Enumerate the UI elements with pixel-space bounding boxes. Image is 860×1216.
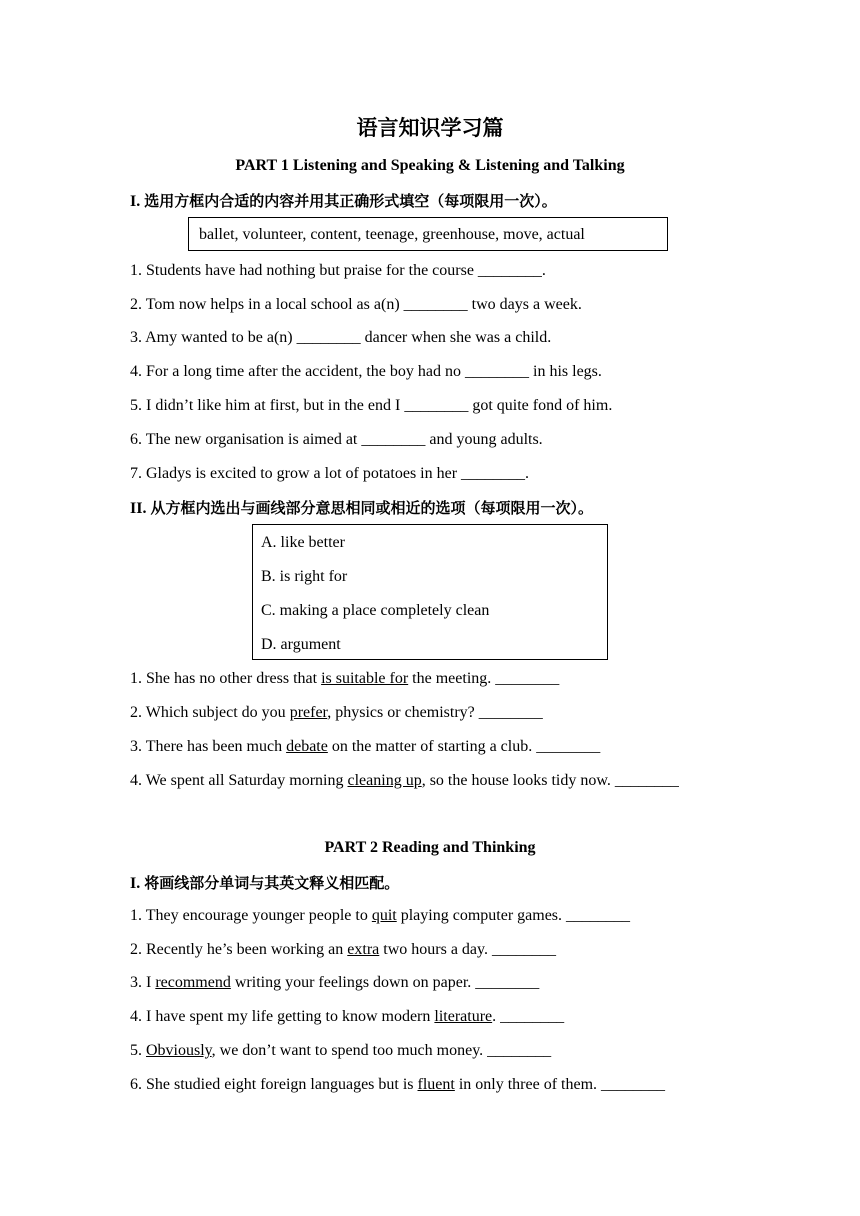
option-item: A. like better [261,534,345,551]
question-line: 2. Tom now helps in a local school as a(n) ________ two days a week. [130,296,582,313]
part1-section1-title [130,190,557,211]
section-number: I. [130,193,141,210]
question-line: 7. Gladys is excited to grow a lot of potatoes in her ________. [130,465,530,482]
question-line [130,670,559,688]
part1-section2-title [130,497,593,518]
question-text: 2. Which subject do you [130,704,290,721]
question-text: 3. I [130,974,156,991]
word-box: ballet, volunteer, content, teenage, greenhouse, move, actual [188,217,668,251]
section-number: II. [130,500,147,517]
question-text: 4. I have spent my life getting to know modern [130,1008,435,1025]
question-line [130,1008,564,1026]
underlined-phrase: cleaning up [347,772,422,789]
underlined-phrase: is suitable for [321,670,409,687]
question-text: the meeting. ________ [408,670,560,687]
underlined-word: recommend [155,974,231,991]
underlined-word: fluent [417,1076,455,1093]
option-item: D. argument [261,636,341,653]
question-text: 6. She studied eight foreign languages but is [130,1076,418,1093]
question-text: . ________ [492,1008,565,1025]
underlined-word: quit [371,907,397,924]
underlined-phrase: prefer [289,704,328,721]
question-text: writing your feelings down on paper. ________ [230,974,540,991]
question-text: on the matter of starting a club. ________ [327,738,601,755]
section-instruction: 将画线部分单词与其英文释义相匹配。 [144,874,400,892]
question-text: , so the house looks tidy now. ________ [421,772,679,789]
question-line [130,941,556,959]
part1-title: PART 1 Listening and Speaking & Listening and Talking [235,157,625,174]
question-text: , we don’t want to spend too much money. ________ [211,1042,552,1059]
section-number: I. [130,875,141,892]
option-item: B. is right for [261,568,348,585]
underlined-phrase: debate [286,738,328,755]
question-line: 4. For a long time after the accident, the boy had no ________ in his legs. [130,363,602,380]
page-title: 语言知识学习篇 [356,116,504,140]
question-line [130,704,543,722]
options-box [252,524,608,660]
option-item: C. making a place completely clean [261,602,490,619]
question-text: 1. They encourage younger people to [130,907,372,924]
part2-section1-title [130,872,399,893]
question-line [130,738,600,756]
question-line [130,907,630,925]
question-text: in only three of them. ________ [454,1076,666,1093]
question-line: 6. The new organisation is aimed at ________ and young adults. [130,431,543,448]
question-line: 1. Students have had nothing but praise for the course ________. [130,262,546,279]
question-line [130,1076,665,1094]
section-instruction: 选用方框内合适的内容并用其正确形式填空（每项限用一次）。 [144,192,557,210]
part2-title: PART 2 Reading and Thinking [324,839,536,856]
question-text: 2. Recently he’s been working an [130,941,348,958]
underlined-word: Obviously [146,1042,212,1059]
question-line: 5. I didn’t like him at first, but in the end I ________ got quite fond of him. [130,397,613,414]
question-text: playing computer games. ________ [396,907,631,924]
underlined-word: extra [347,941,380,958]
question-text: 4. We spent all Saturday morning [130,772,348,789]
question-text: , physics or chemistry? ________ [327,704,543,721]
underlined-word: literature [434,1008,493,1025]
question-line [130,1042,551,1060]
question-text: 3. There has been much [130,738,287,755]
question-text: 1. She has no other dress that [130,670,322,687]
question-line: 3. Amy wanted to be a(n) ________ dancer when she was a child. [130,329,552,346]
section-instruction: 从方框内选出与画线部分意思相同或相近的选项（每项限用一次）。 [150,499,593,517]
question-text: 5. [130,1042,146,1059]
question-text: two hours a day. ________ [379,941,556,958]
question-line [130,974,539,992]
question-line [130,772,679,790]
